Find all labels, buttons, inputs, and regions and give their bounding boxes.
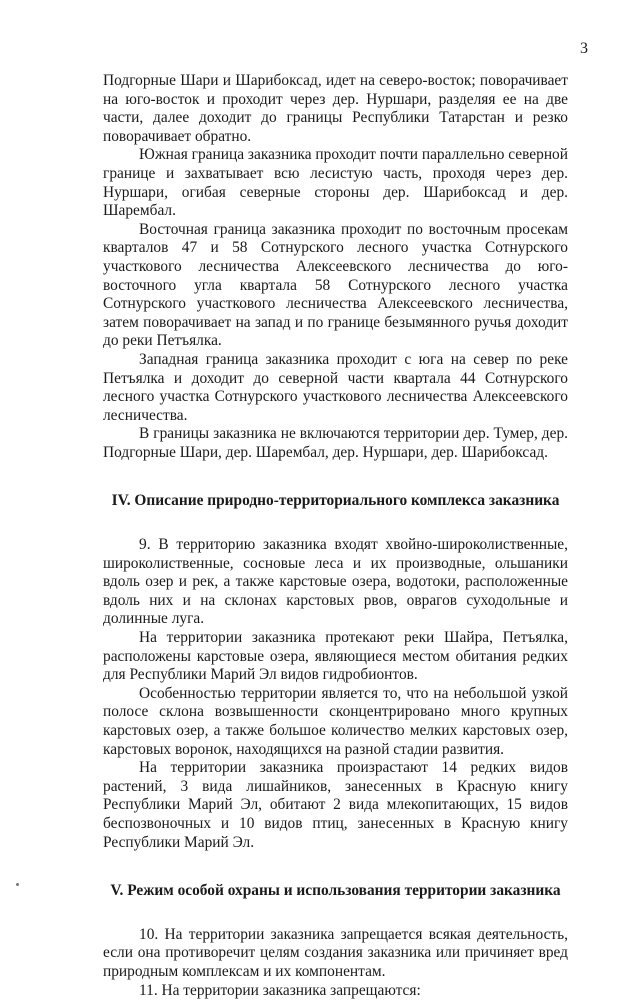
paragraph-west-border: Западная граница заказника проходит с юга на север по реке Петъялка и доходит до северной части квартала 44 Сотнурского лесного участка Сотнурского участкового лесничества Алексеевского лесничества.: [103, 350, 568, 424]
paragraph-territory-features: Особенностью территории является то, что на небольшой узкой полосе склона возвышенности сконцентрировано много крупных карстовых озер, а также большое количество мелких карстовых озер, карстовых воронок, находящихся на разной стадии развития.: [103, 684, 568, 758]
paragraph-item-11: 11. На территории заказника запрещаются:: [139, 981, 421, 999]
paragraph-north-border-end: Подгорные Шари и Шарибоксад, идет на северо-восток; поворачивает на юго-восток и проходит через дер. Нуршари, разделяя ее на две части, далее доходит до границы Республики Татарстан и резко поворачивает обратно.: [103, 72, 568, 145]
paragraph-east-border: Восточная граница заказника проходит по восточным просекам кварталов 47 и 58 Сотнурского лесного участка Сотнурского участкового лесничества Алексеевского лесничества до юго-восточного угла квартала 58 Сотнурского лесного участка Сотнурского участкового лесничества Алексеевского лесничества, затем поворачивает на запад и по границе безымянного ручья доходит до реки Петъялка.: [103, 220, 568, 350]
paragraph-rare-species: На территории заказника произрастают 14 редких видов растений, 3 вида лишайников, занесенных в Красную книгу Республики Марий Эл, обитают 2 вида млекопитающих, 15 видов беспозвоночных и 10 видов птиц, занесенных в Красную книгу Республики Марий Эл.: [103, 759, 568, 851]
paragraph-item-10: 10. На территории заказника запрещается всякая деятельность, если она противоречит целям создания заказника или причиняет вред природным комплексам и их компонентам.: [103, 925, 568, 980]
scan-speck: [16, 883, 19, 886]
paragraph-south-border: Южная граница заказника проходит почти параллельно северной границе и захватывает всю лесистую часть, проходя через дер. Нуршари, огибая северные стороны дер. Шарибоксад и дер. Шарембал.: [103, 146, 568, 220]
page-number: 3: [580, 40, 588, 57]
document-body: [103, 72, 568, 1000]
section-heading-v: V. Режим особой охраны и использования территории заказника: [110, 882, 561, 900]
paragraph-excluded-territories: В границы заказника не включаются территории дер. Тумер, дер. Подгорные Шари, дер. Шарембал, дер. Нуршари, дер. Шарибоксад.: [103, 425, 568, 461]
paragraph-rivers-lakes: На территории заказника протекают реки Шайра, Петъялка, расположены карстовые озера, являющиеся местом обитания редких для Республики Марий Эл видов гидробионтов.: [103, 629, 568, 684]
section-heading-iv: IV. Описание природно-территориального комплекса заказника: [111, 492, 560, 510]
paragraph-item-9: 9. В территорию заказника входят хвойно-широколиственные, широколиственные, сосновые леса и их производные, ольшаники вдоль озер и рек, а также карстовые озера, водотоки, расположенные вдоль них и на склонах карстовых рвов, оврагов суходольные и долинные луга.: [103, 536, 568, 628]
